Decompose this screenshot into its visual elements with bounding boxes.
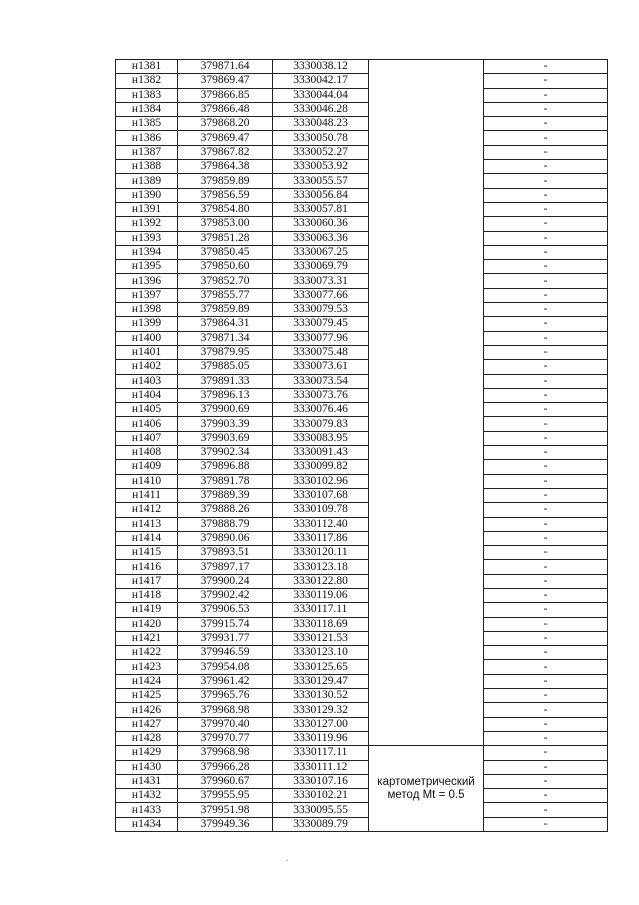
- table-row: [116, 145, 608, 159]
- y-coordinate-cell: 3330120.11: [273, 546, 369, 560]
- note-cell: -: [484, 331, 608, 345]
- note-cell: -: [484, 531, 608, 545]
- y-coordinate-cell: 3330117.11: [273, 746, 369, 760]
- y-coordinate-cell: 3330075.48: [273, 345, 369, 359]
- point-id-cell: н1384: [116, 102, 178, 116]
- x-coordinate-cell: 379931.77: [178, 631, 273, 645]
- y-coordinate-cell: 3330063.36: [273, 231, 369, 245]
- point-id-cell: н1424: [116, 674, 178, 688]
- note-cell: -: [484, 374, 608, 388]
- table-row: [116, 160, 608, 174]
- table-row: [116, 817, 608, 831]
- x-coordinate-cell: 379889.39: [178, 488, 273, 502]
- note-cell: -: [484, 546, 608, 560]
- y-coordinate-cell: 3330130.52: [273, 689, 369, 703]
- point-id-cell: н1422: [116, 646, 178, 660]
- x-coordinate-cell: 379891.33: [178, 374, 273, 388]
- y-coordinate-cell: 3330077.96: [273, 331, 369, 345]
- y-coordinate-cell: 3330129.47: [273, 674, 369, 688]
- x-coordinate-cell: 379900.24: [178, 574, 273, 588]
- point-id-cell: н1394: [116, 245, 178, 259]
- note-cell: -: [484, 431, 608, 445]
- point-id-cell: н1428: [116, 731, 178, 745]
- table-row: [116, 517, 608, 531]
- x-coordinate-cell: 379900.69: [178, 403, 273, 417]
- x-coordinate-cell: 379955.95: [178, 789, 273, 803]
- table-row: [116, 531, 608, 545]
- table-row: [116, 388, 608, 402]
- note-cell: -: [484, 74, 608, 88]
- note-cell: -: [484, 345, 608, 359]
- y-coordinate-cell: 3330069.79: [273, 260, 369, 274]
- point-id-cell: н1414: [116, 531, 178, 545]
- note-cell: -: [484, 245, 608, 259]
- x-coordinate-cell: 379906.53: [178, 603, 273, 617]
- x-coordinate-cell: 379960.67: [178, 774, 273, 788]
- table-row: [116, 403, 608, 417]
- point-id-cell: н1388: [116, 160, 178, 174]
- y-coordinate-cell: 3330091.43: [273, 446, 369, 460]
- table-row: [116, 374, 608, 388]
- x-coordinate-cell: 379951.98: [178, 803, 273, 817]
- note-cell: -: [484, 617, 608, 631]
- note-cell: -: [484, 88, 608, 102]
- x-coordinate-cell: 379915.74: [178, 617, 273, 631]
- point-id-cell: н1382: [116, 74, 178, 88]
- note-cell: -: [484, 188, 608, 202]
- y-coordinate-cell: 3330079.45: [273, 317, 369, 331]
- point-id-cell: н1390: [116, 188, 178, 202]
- x-coordinate-cell: 379946.59: [178, 646, 273, 660]
- point-id-cell: н1406: [116, 417, 178, 431]
- y-coordinate-cell: 3330111.12: [273, 760, 369, 774]
- point-id-cell: н1391: [116, 202, 178, 216]
- table-row: [116, 717, 608, 731]
- point-id-cell: н1417: [116, 574, 178, 588]
- table-row: [116, 217, 608, 231]
- note-cell: -: [484, 260, 608, 274]
- table-row: [116, 260, 608, 274]
- note-cell: -: [484, 360, 608, 374]
- table-row: [116, 74, 608, 88]
- x-coordinate-cell: 379965.76: [178, 689, 273, 703]
- y-coordinate-cell: 3330079.53: [273, 303, 369, 317]
- x-coordinate-cell: 379903.39: [178, 417, 273, 431]
- table-row: [116, 288, 608, 302]
- y-coordinate-cell: 3330053.92: [273, 160, 369, 174]
- note-cell: -: [484, 403, 608, 417]
- y-coordinate-cell: 3330122.80: [273, 574, 369, 588]
- point-id-cell: н1389: [116, 174, 178, 188]
- table-row: [116, 731, 608, 745]
- x-coordinate-cell: 379902.34: [178, 446, 273, 460]
- y-coordinate-cell: 3330117.11: [273, 603, 369, 617]
- x-coordinate-cell: 379850.60: [178, 260, 273, 274]
- x-coordinate-cell: 379851.28: [178, 231, 273, 245]
- note-cell: -: [484, 746, 608, 760]
- table-row: [116, 331, 608, 345]
- table-row: [116, 188, 608, 202]
- method-cell: [369, 746, 484, 832]
- table-row: [116, 88, 608, 102]
- x-coordinate-cell: 379864.38: [178, 160, 273, 174]
- note-cell: -: [484, 202, 608, 216]
- x-coordinate-cell: 379852.70: [178, 274, 273, 288]
- table-row: [116, 102, 608, 116]
- point-id-cell: н1419: [116, 603, 178, 617]
- note-cell: -: [484, 717, 608, 731]
- table-row: [116, 488, 608, 502]
- y-coordinate-cell: 3330079.83: [273, 417, 369, 431]
- note-cell: -: [484, 760, 608, 774]
- point-id-cell: н1413: [116, 517, 178, 531]
- note-cell: -: [484, 303, 608, 317]
- x-coordinate-cell: 379864.31: [178, 317, 273, 331]
- table-row: [116, 231, 608, 245]
- y-coordinate-cell: 3330127.00: [273, 717, 369, 731]
- note-cell: -: [484, 131, 608, 145]
- method-name: картометрический: [377, 775, 475, 788]
- point-id-cell: н1423: [116, 660, 178, 674]
- method-accuracy: метод Mt = 0.5: [387, 788, 465, 801]
- note-cell: -: [484, 274, 608, 288]
- note-cell: -: [484, 474, 608, 488]
- point-id-cell: н1383: [116, 88, 178, 102]
- table-row: [116, 546, 608, 560]
- note-cell: -: [484, 231, 608, 245]
- y-coordinate-cell: 3330056.84: [273, 188, 369, 202]
- y-coordinate-cell: 3330109.78: [273, 503, 369, 517]
- y-coordinate-cell: 3330048.23: [273, 117, 369, 131]
- table-row: [116, 60, 608, 74]
- y-coordinate-cell: 3330107.16: [273, 774, 369, 788]
- table-row: [116, 646, 608, 660]
- table-row: [116, 674, 608, 688]
- note-cell: -: [484, 160, 608, 174]
- point-id-cell: н1387: [116, 145, 178, 159]
- y-coordinate-cell: 3330038.12: [273, 60, 369, 74]
- x-coordinate-cell: 379871.64: [178, 60, 273, 74]
- point-id-cell: н1433: [116, 803, 178, 817]
- y-coordinate-cell: 3330067.25: [273, 245, 369, 259]
- point-id-cell: н1415: [116, 546, 178, 560]
- y-coordinate-cell: 3330102.96: [273, 474, 369, 488]
- note-cell: -: [484, 789, 608, 803]
- point-id-cell: н1434: [116, 817, 178, 831]
- y-coordinate-cell: 3330129.32: [273, 703, 369, 717]
- note-cell: -: [484, 174, 608, 188]
- y-coordinate-cell: 3330057.81: [273, 202, 369, 216]
- note-cell: -: [484, 674, 608, 688]
- point-id-cell: н1399: [116, 317, 178, 331]
- x-coordinate-cell: 379888.26: [178, 503, 273, 517]
- y-coordinate-cell: 3330083.95: [273, 431, 369, 445]
- note-cell: -: [484, 574, 608, 588]
- y-coordinate-cell: 3330050.78: [273, 131, 369, 145]
- point-id-cell: н1432: [116, 789, 178, 803]
- note-cell: -: [484, 503, 608, 517]
- table-row: [116, 202, 608, 216]
- x-coordinate-cell: 379897.17: [178, 560, 273, 574]
- y-coordinate-cell: 3330121.53: [273, 631, 369, 645]
- table-row: [116, 803, 608, 817]
- y-coordinate-cell: 3330123.10: [273, 646, 369, 660]
- y-coordinate-cell: 3330102.21: [273, 789, 369, 803]
- table-row: [116, 574, 608, 588]
- x-coordinate-cell: 379855.77: [178, 288, 273, 302]
- x-coordinate-cell: 379903.69: [178, 431, 273, 445]
- table-row: [116, 117, 608, 131]
- y-coordinate-cell: 3330052.27: [273, 145, 369, 159]
- y-coordinate-cell: 3330123.18: [273, 560, 369, 574]
- x-coordinate-cell: 379970.40: [178, 717, 273, 731]
- note-cell: -: [484, 774, 608, 788]
- y-coordinate-cell: 3330073.61: [273, 360, 369, 374]
- point-id-cell: н1427: [116, 717, 178, 731]
- point-id-cell: н1418: [116, 588, 178, 602]
- point-id-cell: н1397: [116, 288, 178, 302]
- point-id-cell: н1402: [116, 360, 178, 374]
- note-cell: -: [484, 560, 608, 574]
- note-cell: -: [484, 145, 608, 159]
- y-coordinate-cell: 3330125.65: [273, 660, 369, 674]
- y-coordinate-cell: 3330055.57: [273, 174, 369, 188]
- note-cell: -: [484, 817, 608, 831]
- x-coordinate-cell: 379954.08: [178, 660, 273, 674]
- y-coordinate-cell: 3330060.36: [273, 217, 369, 231]
- table-row: [116, 560, 608, 574]
- y-coordinate-cell: 3330118.69: [273, 617, 369, 631]
- x-coordinate-cell: 379896.88: [178, 460, 273, 474]
- point-id-cell: н1429: [116, 746, 178, 760]
- note-cell: -: [484, 603, 608, 617]
- y-coordinate-cell: 3330044.04: [273, 88, 369, 102]
- point-id-cell: н1420: [116, 617, 178, 631]
- note-cell: -: [484, 631, 608, 645]
- y-coordinate-cell: 3330099.82: [273, 460, 369, 474]
- x-coordinate-cell: 379866.48: [178, 102, 273, 116]
- note-cell: -: [484, 588, 608, 602]
- table-row: [116, 303, 608, 317]
- table-row: [116, 131, 608, 145]
- x-coordinate-cell: 379961.42: [178, 674, 273, 688]
- y-coordinate-cell: 3330119.96: [273, 731, 369, 745]
- x-coordinate-cell: 379968.98: [178, 746, 273, 760]
- x-coordinate-cell: 379879.95: [178, 345, 273, 359]
- scan-speck: [287, 860, 288, 861]
- note-cell: -: [484, 660, 608, 674]
- table-row: [116, 360, 608, 374]
- x-coordinate-cell: 379856.59: [178, 188, 273, 202]
- coordinates-table: [115, 59, 608, 832]
- y-coordinate-cell: 3330117.86: [273, 531, 369, 545]
- y-coordinate-cell: 3330089.79: [273, 817, 369, 831]
- point-id-cell: н1430: [116, 760, 178, 774]
- x-coordinate-cell: 379890.06: [178, 531, 273, 545]
- x-coordinate-cell: 379893.51: [178, 546, 273, 560]
- point-id-cell: н1404: [116, 388, 178, 402]
- table-row: [116, 631, 608, 645]
- note-cell: -: [484, 703, 608, 717]
- point-id-cell: н1409: [116, 460, 178, 474]
- y-coordinate-cell: 3330073.31: [273, 274, 369, 288]
- point-id-cell: н1401: [116, 345, 178, 359]
- x-coordinate-cell: 379966.28: [178, 760, 273, 774]
- note-cell: -: [484, 388, 608, 402]
- note-cell: -: [484, 288, 608, 302]
- x-coordinate-cell: 379871.34: [178, 331, 273, 345]
- x-coordinate-cell: 379902.42: [178, 588, 273, 602]
- y-coordinate-cell: 3330073.76: [273, 388, 369, 402]
- point-id-cell: н1385: [116, 117, 178, 131]
- x-coordinate-cell: 379968.98: [178, 703, 273, 717]
- coordinates-table-body: [116, 60, 608, 832]
- table-row: [116, 774, 608, 788]
- point-id-cell: н1395: [116, 260, 178, 274]
- x-coordinate-cell: 379853.00: [178, 217, 273, 231]
- table-row: [116, 689, 608, 703]
- x-coordinate-cell: 379869.47: [178, 74, 273, 88]
- table-row: [116, 746, 608, 760]
- point-id-cell: н1392: [116, 217, 178, 231]
- y-coordinate-cell: 3330107.68: [273, 488, 369, 502]
- table-row: [116, 446, 608, 460]
- note-cell: -: [484, 460, 608, 474]
- note-cell: -: [484, 102, 608, 116]
- point-id-cell: н1412: [116, 503, 178, 517]
- method-cell-empty: [369, 60, 484, 746]
- table-row: [116, 345, 608, 359]
- point-id-cell: н1426: [116, 703, 178, 717]
- point-id-cell: н1381: [116, 60, 178, 74]
- point-id-cell: н1431: [116, 774, 178, 788]
- note-cell: -: [484, 517, 608, 531]
- point-id-cell: н1393: [116, 231, 178, 245]
- note-cell: -: [484, 446, 608, 460]
- table-row: [116, 245, 608, 259]
- table-row: [116, 503, 608, 517]
- table-row: [116, 317, 608, 331]
- point-id-cell: н1421: [116, 631, 178, 645]
- table-row: [116, 588, 608, 602]
- table-row: [116, 760, 608, 774]
- note-cell: -: [484, 488, 608, 502]
- x-coordinate-cell: 379949.36: [178, 817, 273, 831]
- x-coordinate-cell: 379859.89: [178, 303, 273, 317]
- point-id-cell: н1410: [116, 474, 178, 488]
- y-coordinate-cell: 3330077.66: [273, 288, 369, 302]
- table-row: [116, 617, 608, 631]
- note-cell: -: [484, 803, 608, 817]
- note-cell: -: [484, 117, 608, 131]
- y-coordinate-cell: 3330095.55: [273, 803, 369, 817]
- table-row: [116, 174, 608, 188]
- table-row: [116, 703, 608, 717]
- note-cell: -: [484, 689, 608, 703]
- table-row: [116, 660, 608, 674]
- x-coordinate-cell: 379867.82: [178, 145, 273, 159]
- note-cell: -: [484, 317, 608, 331]
- y-coordinate-cell: 3330042.17: [273, 74, 369, 88]
- y-coordinate-cell: 3330112.40: [273, 517, 369, 531]
- table-row: [116, 789, 608, 803]
- x-coordinate-cell: 379868.20: [178, 117, 273, 131]
- table-row: [116, 417, 608, 431]
- x-coordinate-cell: 379850.45: [178, 245, 273, 259]
- point-id-cell: н1405: [116, 403, 178, 417]
- table-row: [116, 274, 608, 288]
- point-id-cell: н1398: [116, 303, 178, 317]
- point-id-cell: н1407: [116, 431, 178, 445]
- x-coordinate-cell: 379854.80: [178, 202, 273, 216]
- x-coordinate-cell: 379859.89: [178, 174, 273, 188]
- note-cell: -: [484, 646, 608, 660]
- y-coordinate-cell: 3330046.28: [273, 102, 369, 116]
- point-id-cell: н1411: [116, 488, 178, 502]
- table-row: [116, 474, 608, 488]
- note-cell: -: [484, 60, 608, 74]
- point-id-cell: н1400: [116, 331, 178, 345]
- table-row: [116, 460, 608, 474]
- point-id-cell: н1408: [116, 446, 178, 460]
- table-row: [116, 603, 608, 617]
- point-id-cell: н1403: [116, 374, 178, 388]
- point-id-cell: н1425: [116, 689, 178, 703]
- x-coordinate-cell: 379888.79: [178, 517, 273, 531]
- y-coordinate-cell: 3330076.46: [273, 403, 369, 417]
- table-row: [116, 431, 608, 445]
- x-coordinate-cell: 379885.05: [178, 360, 273, 374]
- note-cell: -: [484, 217, 608, 231]
- y-coordinate-cell: 3330073.54: [273, 374, 369, 388]
- note-cell: -: [484, 731, 608, 745]
- x-coordinate-cell: 379891.78: [178, 474, 273, 488]
- note-cell: -: [484, 417, 608, 431]
- y-coordinate-cell: 3330119.06: [273, 588, 369, 602]
- point-id-cell: н1416: [116, 560, 178, 574]
- x-coordinate-cell: 379869.47: [178, 131, 273, 145]
- point-id-cell: н1396: [116, 274, 178, 288]
- x-coordinate-cell: 379896.13: [178, 388, 273, 402]
- x-coordinate-cell: 379866.85: [178, 88, 273, 102]
- point-id-cell: н1386: [116, 131, 178, 145]
- x-coordinate-cell: 379970.77: [178, 731, 273, 745]
